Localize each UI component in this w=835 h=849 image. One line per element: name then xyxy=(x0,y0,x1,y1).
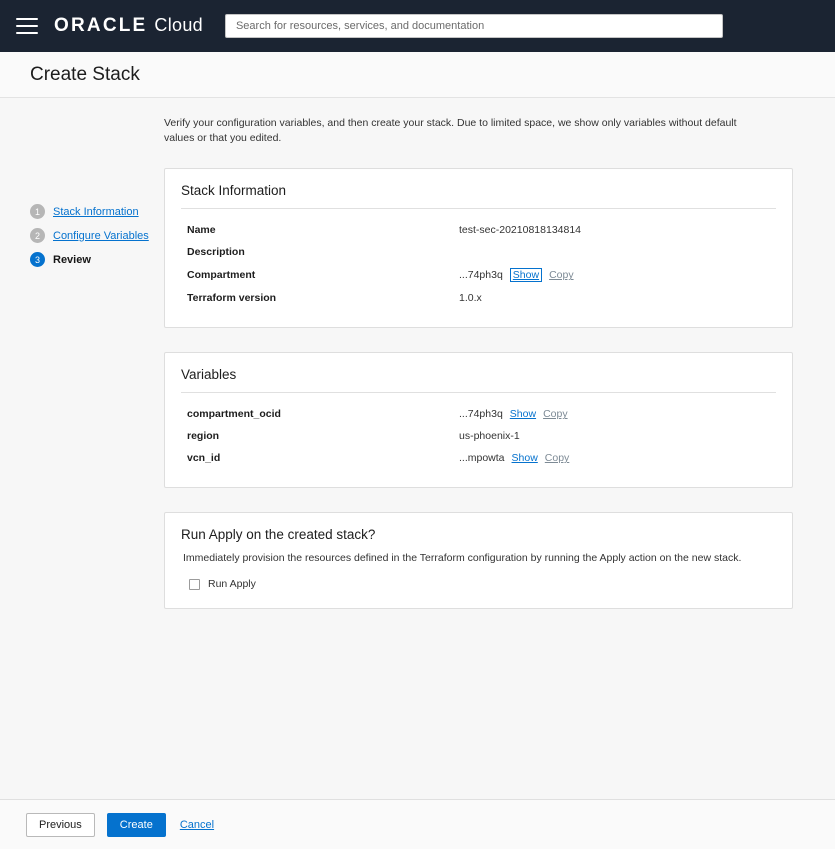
row-label-compartment-ocid: compartment_ocid xyxy=(187,408,281,421)
run-apply-description: Immediately provision the resources defined in the Terraform configuration by running the Apply action on the new stack. xyxy=(183,552,742,565)
step-number-1: 1 xyxy=(30,204,45,219)
row-value-compartment xyxy=(459,268,574,282)
global-search[interactable] xyxy=(225,14,723,38)
wizard-step-configure-variables[interactable] xyxy=(30,228,160,243)
compartment-ocid-value: ...74ph3q xyxy=(459,408,503,421)
page-title: Create Stack xyxy=(30,63,140,85)
run-apply-checkbox[interactable] xyxy=(189,579,200,590)
table-row xyxy=(181,403,776,425)
table-row xyxy=(181,425,776,447)
row-label-name: Name xyxy=(187,224,216,237)
row-label-vcn-id: vcn_id xyxy=(187,452,221,465)
step-number-2: 2 xyxy=(30,228,45,243)
row-label-region: region xyxy=(187,430,220,443)
run-apply-card xyxy=(164,512,793,609)
row-label-terraform-version: Terraform version xyxy=(187,292,277,305)
row-value-region xyxy=(459,430,520,442)
wizard-step-label-review: Review xyxy=(53,253,91,266)
run-apply-checkbox-label: Run Apply xyxy=(208,578,256,591)
table-row xyxy=(181,241,776,263)
vcn-id-copy-link[interactable]: Copy xyxy=(544,452,570,465)
row-value-terraform-version xyxy=(459,292,482,304)
wizard-footer xyxy=(0,799,835,849)
page-content xyxy=(0,98,835,800)
terraform-version-value: 1.0.x xyxy=(459,292,482,305)
run-apply-checkbox-row[interactable] xyxy=(181,578,776,590)
vcn-id-value: ...mpowta xyxy=(459,452,505,465)
create-button[interactable]: Create xyxy=(107,813,166,837)
hamburger-icon[interactable] xyxy=(16,18,38,34)
brand-cloud-text: Cloud xyxy=(154,15,203,35)
stack-information-card xyxy=(164,168,793,328)
wizard-step-stack-information[interactable] xyxy=(30,204,160,219)
top-navigation-bar xyxy=(0,0,835,52)
variables-title: Variables xyxy=(181,367,776,393)
table-row xyxy=(181,263,776,287)
compartment-copy-link[interactable]: Copy xyxy=(549,269,574,282)
stack-information-title: Stack Information xyxy=(181,183,776,209)
previous-button[interactable]: Previous xyxy=(26,813,95,837)
table-row xyxy=(181,219,776,241)
main-column xyxy=(160,116,835,800)
table-row xyxy=(181,287,776,309)
row-value-compartment-ocid xyxy=(459,408,568,420)
run-apply-title: Run Apply on the created stack? xyxy=(181,527,376,543)
oracle-cloud-logo[interactable] xyxy=(54,15,203,37)
step-number-3: 3 xyxy=(30,252,45,267)
region-value: us-phoenix-1 xyxy=(459,430,520,443)
search-input[interactable] xyxy=(234,19,714,33)
row-label-description: Description xyxy=(187,246,245,259)
table-row xyxy=(181,447,776,469)
row-label-compartment: Compartment xyxy=(187,269,256,282)
intro-text: Verify your configuration variables, and then create your stack. Due to limited space, we show only variables without default values or that you edited. xyxy=(164,117,737,145)
wizard-step-label-configure-variables[interactable]: Configure Variables xyxy=(53,229,149,242)
compartment-value: ...74ph3q xyxy=(459,269,503,282)
compartment-ocid-copy-link[interactable]: Copy xyxy=(543,408,568,421)
compartment-show-link[interactable]: Show xyxy=(510,268,542,282)
variables-card xyxy=(164,352,793,488)
wizard-steps xyxy=(0,116,160,800)
wizard-step-label-stack-information[interactable]: Stack Information xyxy=(53,205,139,218)
row-value-vcn-id xyxy=(459,452,569,464)
stack-name-value: test-sec-20210818134814 xyxy=(459,224,582,237)
wizard-step-review[interactable] xyxy=(30,252,160,267)
page-header xyxy=(0,52,835,98)
vcn-id-show-link[interactable]: Show xyxy=(511,452,538,465)
compartment-ocid-show-link[interactable]: Show xyxy=(509,408,537,421)
cancel-button[interactable]: Cancel xyxy=(178,814,216,836)
brand-oracle-text: ORACLE xyxy=(54,15,148,36)
row-value-name xyxy=(459,224,581,236)
